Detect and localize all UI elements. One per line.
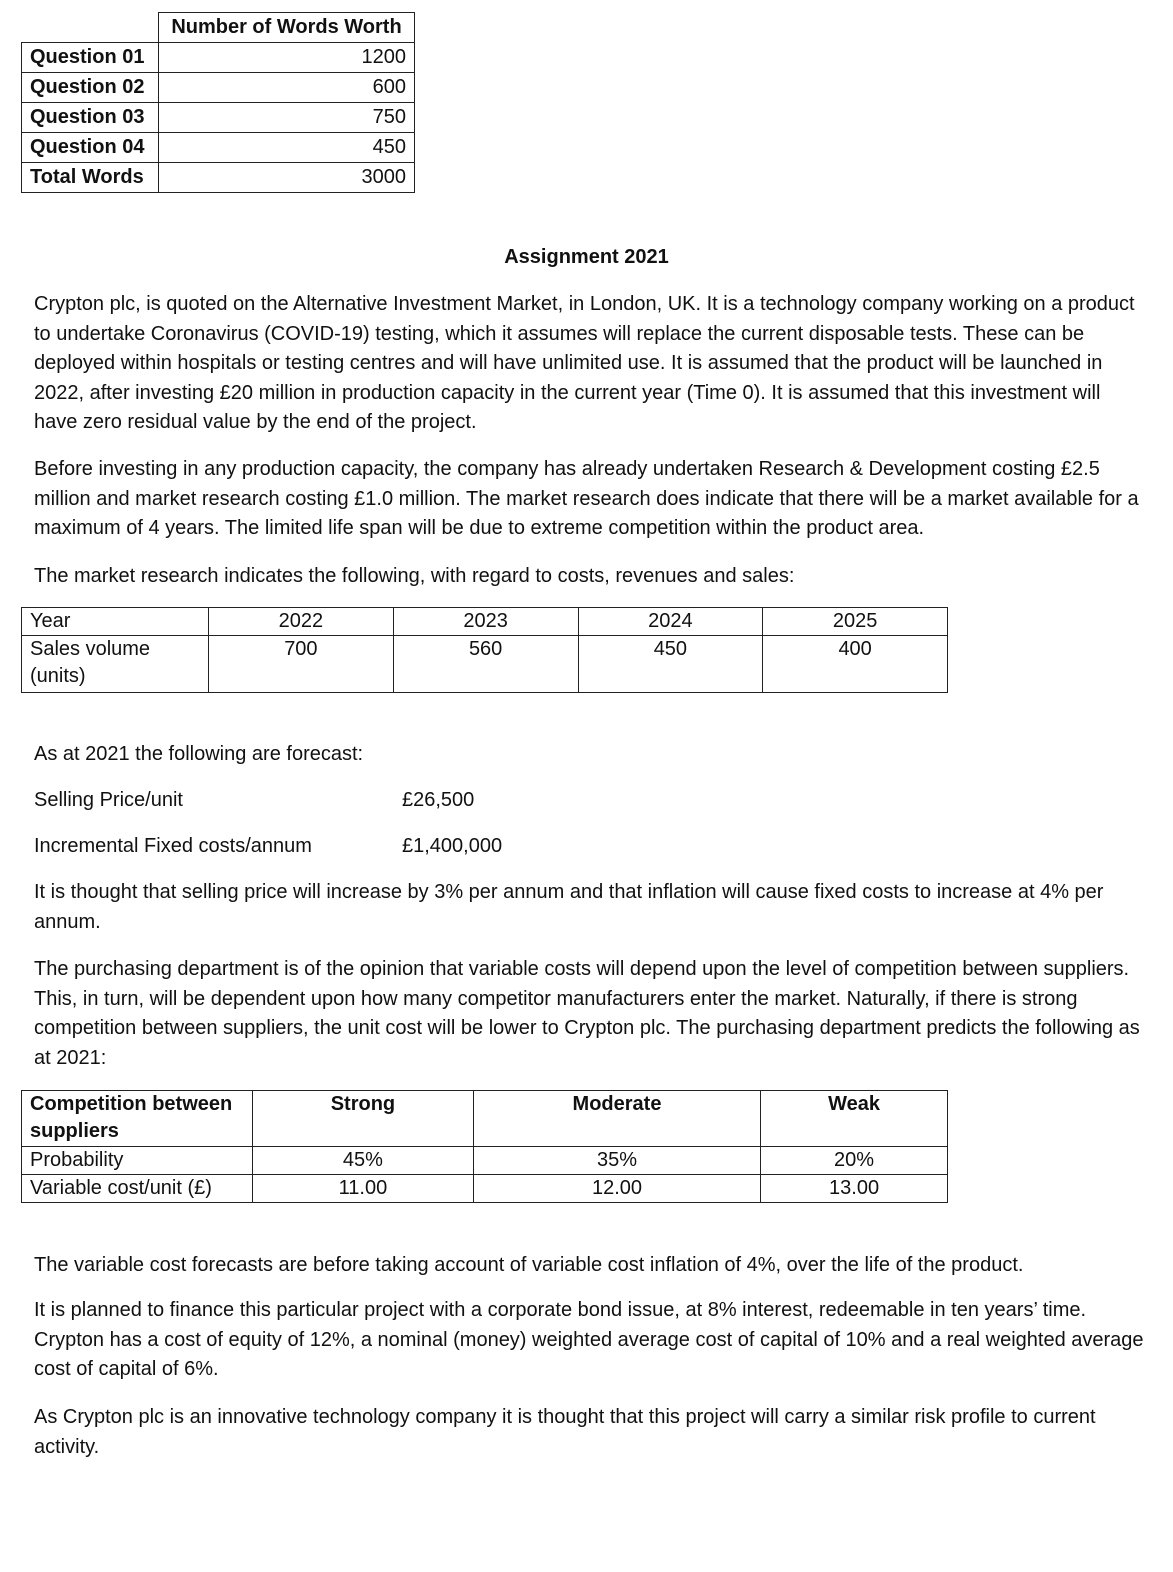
table-row	[22, 636, 948, 693]
table-row	[22, 13, 415, 43]
row-label: Question 04	[22, 133, 159, 163]
probability-cell: 20%	[761, 1147, 948, 1175]
year-cell: 2023	[393, 608, 578, 636]
words-table	[21, 12, 415, 193]
price-label: Selling Price/unit	[34, 789, 183, 811]
variable-cost-cell: 12.00	[473, 1175, 760, 1203]
row-label: Question 01	[22, 43, 159, 73]
table-row	[22, 608, 948, 636]
paragraph-inflation: It is thought that selling price will increase by 3% per annum and that inflation will cause fixed costs to increase at 4% per annum.	[34, 881, 1104, 933]
volume-cell: 560	[393, 636, 578, 693]
probability-label: Probability	[22, 1147, 253, 1175]
document-title: Assignment 2021	[504, 246, 669, 268]
paragraph-finance: It is planned to finance this particular project with a corporate bond issue, at 8% interest, redeemable in ten years’ time. Crypton has a cost of equity of 12%, a nominal (money) weighted average cost of capital of 10% and a real weighted average cost of capital of 6%.	[34, 1299, 1144, 1380]
paragraph-research: Before investing in any production capacity, the company has already undertaken Research & Development costing £2.5 million and market research costing £1.0 million. The market research does indicate that there will be a market available for a maximum of 4 years. The limited life span will be due to extreme competition within the product area.	[34, 458, 1139, 539]
fixed-cost-value: £1,400,000	[402, 835, 503, 857]
paragraph-purchasing: The purchasing department is of the opinion that variable costs will depend upon the level of competition between suppliers. This, in turn, will be dependent upon how many competitor manufacturers enter the market. Naturally, if there is strong competition between suppliers, the unit cost will be lower to Crypton plc. The purchasing department predicts the following as at 2021:	[34, 958, 1140, 1069]
probability-cell: 45%	[253, 1147, 474, 1175]
volume-cell: 400	[763, 636, 948, 693]
year-cell: 2024	[578, 608, 763, 636]
competition-table	[21, 1090, 948, 1203]
paragraph-risk: As Crypton plc is an innovative technology company it is thought that this project will carry a similar risk profile to current activity.	[34, 1406, 1096, 1458]
volume-cell: 450	[578, 636, 763, 693]
table-row	[22, 133, 415, 163]
table-row	[22, 1147, 948, 1175]
variable-cost-cell: 13.00	[761, 1175, 948, 1203]
level-cell: Moderate	[473, 1091, 760, 1147]
table-row	[22, 163, 415, 193]
sales-table	[21, 607, 948, 693]
forecast-intro: As at 2021 the following are forecast:	[34, 743, 364, 765]
year-label: Year	[22, 608, 209, 636]
paragraph-intro: Crypton plc, is quoted on the Alternative Investment Market, in London, UK. It is a technology company working on a product to undertake Coronavirus (COVID-19) testing, which it assumes will replace the current disposable tests. These can be deployed within hospitals or testing centres and will have unlimited use. It is assumed that the product will be launched in 2022, after investing £20 million in production capacity in the current year (Time 0). It is assumed that this investment will have zero residual value by the end of the project.	[34, 293, 1135, 433]
row-value: 1200	[159, 43, 415, 73]
fixed-cost-label: Incremental Fixed costs/annum	[34, 835, 312, 857]
table-row	[22, 73, 415, 103]
variable-cost-cell: 11.00	[253, 1175, 474, 1203]
row-value: 3000	[159, 163, 415, 193]
words-header: Number of Words Worth	[159, 13, 415, 43]
table-row	[22, 43, 415, 73]
paragraph-variable-inflation: The variable cost forecasts are before taking account of variable cost inflation of 4%, over the life of the product.	[34, 1254, 1024, 1276]
row-label: Total Words	[22, 163, 159, 193]
year-cell: 2025	[763, 608, 948, 636]
table-row	[22, 1091, 948, 1147]
volume-label: Sales volume (units)	[22, 636, 209, 693]
row-label: Question 03	[22, 103, 159, 133]
probability-cell: 35%	[473, 1147, 760, 1175]
paragraph-market: The market research indicates the following, with regard to costs, revenues and sales:	[34, 565, 795, 587]
empty-cell	[22, 13, 159, 43]
variable-cost-label: Variable cost/unit (£)	[22, 1175, 253, 1203]
competition-label: Competition between suppliers	[22, 1091, 253, 1147]
level-cell: Strong	[253, 1091, 474, 1147]
price-value: £26,500	[402, 789, 475, 811]
table-row	[22, 1175, 948, 1203]
level-cell: Weak	[761, 1091, 948, 1147]
table-row	[22, 103, 415, 133]
row-value: 450	[159, 133, 415, 163]
row-label: Question 02	[22, 73, 159, 103]
volume-cell: 700	[209, 636, 394, 693]
row-value: 600	[159, 73, 415, 103]
row-value: 750	[159, 103, 415, 133]
year-cell: 2022	[209, 608, 394, 636]
